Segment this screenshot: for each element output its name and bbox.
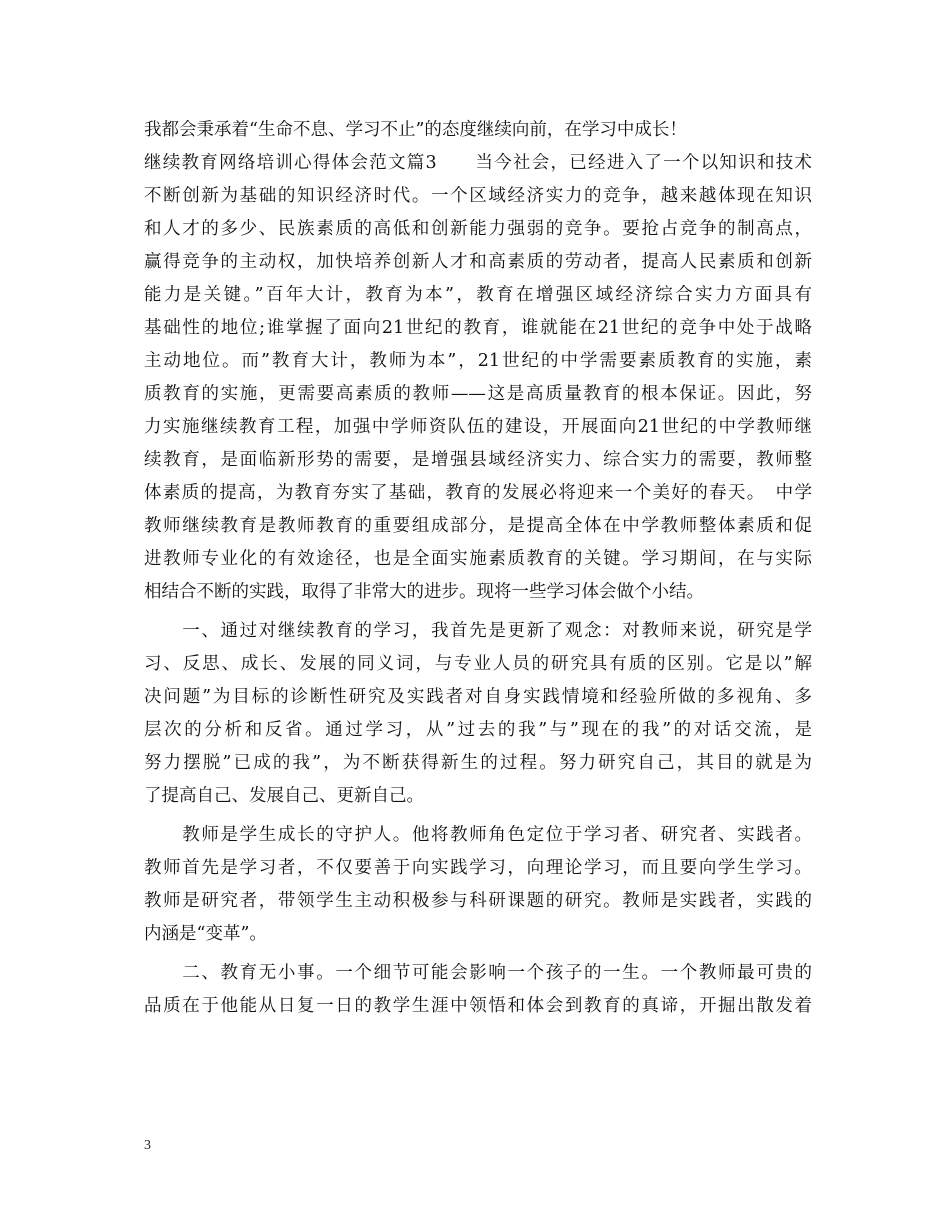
paragraph xyxy=(144,957,812,1023)
text-line: 习、反思、成长、发展的同义词，与专业人员的研究具有质的区别。它是以”解 xyxy=(144,654,812,674)
text-line: 继续教育网络培训心得体会范文篇3 当今社会，已经进入了一个以知识和技术 xyxy=(144,153,812,173)
text-line: 能力是关键。”百年大计，教育为本”，教育在增强区域经济综合实力方面具有 xyxy=(144,285,812,305)
text-line: 相结合不断的实践，取得了非常大的进步。现将一些学习体会做个小结。 xyxy=(144,582,704,602)
text-line: 教师首先是学习者，不仅要善于向实践学习，向理论学习，而且要向学生学习。 xyxy=(144,858,812,878)
paragraph xyxy=(144,615,812,813)
text-line: 基础性的地位;谁掌握了面向21世纪的教育，谁就能在21世纪的竞争中处于战略 xyxy=(144,318,812,338)
text-line: 了提高自己、发展自己、更新自己。 xyxy=(144,786,424,806)
paragraph xyxy=(144,819,812,951)
text-line: 教师继续教育是教师教育的重要组成部分，是提高全体在中学教师整体素质和促 xyxy=(144,516,812,536)
text-line: 一、通过对继续教育的学习，我首先是更新了观念：对教师来说，研究是学 xyxy=(144,621,812,641)
text-line: 不断创新为基础的知识经济时代。一个区域经济实力的竞争，越来越体现在知识 xyxy=(144,186,812,206)
text-line: 进教师专业化的有效途径，也是全面实施素质教育的关键。学习期间，在与实际 xyxy=(144,549,812,569)
text-line: 层次的分析和反省。通过学习，从”过去的我”与”现在的我”的对话交流，是 xyxy=(144,720,812,740)
text-line: 质教育的实施，更需要高素质的教师——这是高质量教育的根本保证。因此，努 xyxy=(144,384,812,404)
text-line: 决问题”为目标的诊断性研究及实践者对自身实践情境和经验所做的多视角、多 xyxy=(144,687,812,707)
text-line: 主动地位。而”教育大计，教师为本”，21世纪的中学需要素质教育的实施，素 xyxy=(144,351,812,371)
text-line: 体素质的提高，为教育夯实了基础，教育的发展必将迎来一个美好的春天。 中学 xyxy=(144,483,812,503)
text-line: 力实施继续教育工程，加强中学师资队伍的建设，开展面向21世纪的中学教师继 xyxy=(144,417,812,437)
text-line: 我都会秉承着“生命不息、学习不止”的态度继续向前，在学习中成长！ xyxy=(144,120,687,140)
text-line: 努力摆脱”已成的我”，为不断获得新生的过程。努力研究自己，其目的就是为 xyxy=(144,753,812,773)
text-line: 品质在于他能从日复一日的教学生涯中领悟和体会到教育的真谛，开掘出散发着 xyxy=(144,996,812,1016)
text-line: 和人才的多少、民族素质的高低和创新能力强弱的竞争。要抢占竞争的制高点， xyxy=(144,219,812,239)
document-body xyxy=(144,114,812,1023)
text-line: 教师是学生成长的守护人。他将教师角色定位于学习者、研究者、实践者。 xyxy=(144,825,812,845)
text-line: 赢得竞争的主动权，加快培养创新人才和高素质的劳动者，提高人民素质和创新 xyxy=(144,252,812,272)
text-line: 续教育，是面临新形势的需要，是增强县域经济实力、综合实力的需要，教师整 xyxy=(144,450,812,470)
paragraph xyxy=(144,114,812,147)
text-line: 内涵是“变革”。 xyxy=(144,924,267,944)
paragraph xyxy=(144,147,812,609)
text-line: 教师是研究者，带领学生主动积极参与科研课题的研究。教师是实践者，实践的 xyxy=(144,891,812,911)
text-line: 二、教育无小事。一个细节可能会影响一个孩子的一生。一个教师最可贵的 xyxy=(144,963,812,983)
page-number: 3 xyxy=(144,1138,151,1153)
